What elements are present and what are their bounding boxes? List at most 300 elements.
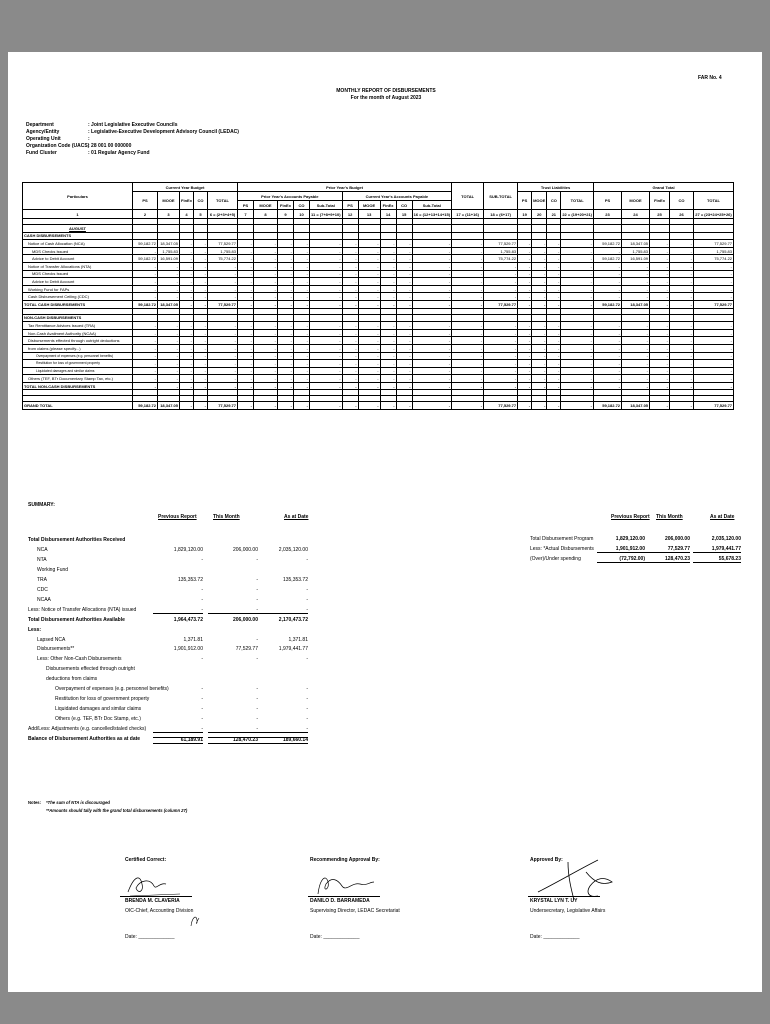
cell-value: - bbox=[518, 278, 532, 286]
col-head: CO bbox=[547, 192, 561, 210]
cell-value: - bbox=[694, 270, 734, 278]
cell-value: - bbox=[561, 262, 594, 270]
summary-line-label: Add/Less: Adjustments (e.g. cancelled/staled checks) bbox=[28, 726, 147, 733]
cell-value: - bbox=[342, 375, 358, 383]
summary-value: - bbox=[256, 706, 258, 713]
cell-value: - bbox=[310, 262, 343, 270]
section-cash: CASH DISBURSEMENTS bbox=[23, 232, 133, 240]
cell-value: - bbox=[412, 375, 451, 383]
col-number: 17 = (11+16) bbox=[452, 210, 484, 219]
cell-value: - bbox=[158, 270, 180, 278]
cell-value: - bbox=[254, 352, 278, 360]
cell-value: - bbox=[278, 278, 294, 286]
cell-value: - bbox=[452, 278, 484, 286]
sig1-caption: Certified Correct: bbox=[125, 857, 167, 863]
col-number: 13 bbox=[358, 210, 380, 219]
cell-value: - bbox=[238, 329, 254, 337]
info-label: Department bbox=[26, 122, 54, 128]
cell-value: - bbox=[694, 367, 734, 375]
cell-value: - bbox=[278, 337, 294, 345]
cell-value: - bbox=[670, 329, 694, 337]
cell-value: - bbox=[532, 270, 547, 278]
cell-value: - bbox=[670, 352, 694, 360]
cell-value: - bbox=[532, 337, 547, 345]
cell-value: - bbox=[694, 360, 734, 368]
cell-value: - bbox=[452, 352, 484, 360]
cell-value: - bbox=[650, 285, 670, 293]
cell-value: - bbox=[158, 360, 180, 368]
cell-value: - bbox=[358, 293, 380, 301]
cell-value: - bbox=[180, 285, 194, 293]
cell-value: - bbox=[670, 240, 694, 248]
cell-value: - bbox=[194, 329, 208, 337]
cell-value: - bbox=[342, 344, 358, 352]
cell-value: - bbox=[380, 344, 396, 352]
cell-value: - bbox=[158, 367, 180, 375]
cell-value: - bbox=[396, 322, 412, 330]
cell-value: - bbox=[650, 352, 670, 360]
cell-value: 1,755.83 bbox=[484, 247, 518, 255]
col-number: 14 bbox=[380, 210, 396, 219]
cell-value: - bbox=[358, 382, 380, 390]
cell-value: - bbox=[310, 240, 343, 248]
cell-value: - bbox=[342, 278, 358, 286]
cell-value: - bbox=[670, 322, 694, 330]
cell-value: - bbox=[254, 255, 278, 263]
cell-value: - bbox=[670, 270, 694, 278]
summary-line-label: Lapsed NCA bbox=[37, 636, 66, 643]
cell-value: - bbox=[650, 255, 670, 263]
col-trust-liabilities: Trust Liabilities bbox=[518, 183, 594, 192]
cell-value: 1,755.83 bbox=[208, 247, 238, 255]
cell-value: - bbox=[561, 367, 594, 375]
cell-value: - bbox=[694, 322, 734, 330]
sig1-name: BRENDA M. CLAVERIA bbox=[125, 898, 180, 904]
cell-value: - bbox=[396, 367, 412, 375]
summary-line-label: Others (e.g. TEF, BTr Doc Stamp, etc.) bbox=[55, 716, 141, 723]
cell-value: - bbox=[358, 352, 380, 360]
cell-value: 75,774.22 bbox=[484, 255, 518, 263]
cell-value: - bbox=[158, 293, 180, 301]
cell-value: - bbox=[452, 360, 484, 368]
cell-value: - bbox=[484, 367, 518, 375]
cell-value: - bbox=[547, 270, 561, 278]
row-label: Overpayment of expenses (e.g. personnel benefits) bbox=[23, 352, 133, 360]
cell-value: - bbox=[396, 270, 412, 278]
cell-value: - bbox=[452, 285, 484, 293]
cell-value: - bbox=[358, 270, 380, 278]
cell-value: - bbox=[484, 382, 518, 390]
cell-value: - bbox=[396, 344, 412, 352]
cell-value: - bbox=[194, 255, 208, 263]
cell-value: - bbox=[452, 240, 484, 248]
cell-value: - bbox=[158, 375, 180, 383]
cell-value: - bbox=[180, 322, 194, 330]
cell-value: - bbox=[518, 402, 532, 410]
cell-value: - bbox=[622, 344, 650, 352]
cell-value: 59,182.72 bbox=[133, 240, 158, 248]
summary-right-col-as-at-date: As at Date bbox=[710, 514, 735, 520]
cell-value: - bbox=[133, 382, 158, 390]
col-head: MOOE bbox=[532, 192, 547, 210]
col-head: FinEx bbox=[180, 192, 194, 210]
col-subtotal-18: SUB-TOTAL bbox=[484, 183, 518, 210]
cell-value: - bbox=[396, 375, 412, 383]
summary-col-as-at-date: As at Date bbox=[284, 514, 309, 520]
cell-value: - bbox=[254, 262, 278, 270]
cell-value: - bbox=[278, 382, 294, 390]
col-head: CO bbox=[294, 201, 310, 210]
cell-value: - bbox=[670, 360, 694, 368]
cell-value: - bbox=[518, 255, 532, 263]
note-2: **Amounts should tally with the grand total disbursements (column 27) bbox=[46, 808, 188, 813]
cell-value: 18,347.05 bbox=[158, 402, 180, 410]
cell-value: - bbox=[532, 375, 547, 383]
col-number: 23 bbox=[594, 210, 622, 219]
cell-value: - bbox=[412, 255, 451, 263]
cell-value: - bbox=[518, 344, 532, 352]
cell-value: - bbox=[594, 382, 622, 390]
cell-value: - bbox=[310, 293, 343, 301]
cell-value: - bbox=[518, 360, 532, 368]
cell-value: 59,182.72 bbox=[594, 402, 622, 410]
cell-value: - bbox=[452, 293, 484, 301]
row-label: TOTAL NON-CASH DISBURSEMENTS bbox=[23, 382, 133, 390]
col-number: 20 bbox=[532, 210, 547, 219]
cell-value: - bbox=[380, 300, 396, 308]
cell-value: - bbox=[254, 300, 278, 308]
cell-value: - bbox=[342, 270, 358, 278]
col-head: TOTAL bbox=[561, 192, 594, 210]
cell-value: - bbox=[254, 270, 278, 278]
col-prior-year-ap: Prior Year's Accounts Payable bbox=[238, 192, 343, 201]
cell-value: - bbox=[294, 344, 310, 352]
sig3-date: Date: _____________ bbox=[530, 934, 580, 940]
cell-value: - bbox=[294, 352, 310, 360]
cell-value: - bbox=[194, 344, 208, 352]
cell-value: - bbox=[594, 352, 622, 360]
cell-value: - bbox=[484, 293, 518, 301]
cell-value: - bbox=[380, 367, 396, 375]
summary-value: - bbox=[306, 596, 308, 603]
summary-right-col-this-month: This Month bbox=[656, 514, 683, 520]
cell-value: - bbox=[412, 285, 451, 293]
col-number: 6 = (2+3+4+5) bbox=[208, 210, 238, 219]
cell-value: - bbox=[180, 367, 194, 375]
summary-value: - bbox=[306, 706, 308, 713]
cell-value: - bbox=[180, 300, 194, 308]
summary-right-value: (72,792.00) bbox=[597, 557, 645, 563]
cell-value: - bbox=[180, 337, 194, 345]
cell-value: - bbox=[342, 247, 358, 255]
cell-value: - bbox=[342, 382, 358, 390]
row-label: MDS Checks Issued bbox=[23, 270, 133, 278]
cell-value: - bbox=[561, 375, 594, 383]
cell-value: - bbox=[484, 337, 518, 345]
cell-value: - bbox=[561, 382, 594, 390]
cell-value: - bbox=[594, 270, 622, 278]
cell-value: - bbox=[547, 344, 561, 352]
col-number: 24 bbox=[622, 210, 650, 219]
summary-value: - bbox=[201, 706, 203, 713]
cell-value: - bbox=[310, 278, 343, 286]
cell-value: - bbox=[358, 255, 380, 263]
cell-value: - bbox=[547, 285, 561, 293]
summary-line-label: Less: Notice of Transfer Allocations (NTA) issued bbox=[28, 606, 137, 613]
cell-value: - bbox=[452, 247, 484, 255]
cell-value: - bbox=[396, 293, 412, 301]
cell-value: - bbox=[358, 402, 380, 410]
cell-value: 77,529.77 bbox=[694, 402, 734, 410]
cell-value: - bbox=[180, 270, 194, 278]
cell-value: - bbox=[670, 375, 694, 383]
summary-value: 1,371.81 bbox=[288, 636, 308, 643]
cell-value: - bbox=[622, 329, 650, 337]
cell-value: - bbox=[594, 278, 622, 286]
cell-value: - bbox=[310, 285, 343, 293]
cell-value: 59,182.72 bbox=[133, 300, 158, 308]
cell-value: - bbox=[294, 322, 310, 330]
col-head: TOTAL bbox=[208, 192, 238, 210]
cell-value: - bbox=[208, 262, 238, 270]
sig2-position: Supervising Director, LEDAC Secretariat bbox=[310, 908, 400, 914]
cell-value: - bbox=[294, 293, 310, 301]
summary-line-label: deductions from claims bbox=[46, 676, 98, 683]
cell-value: - bbox=[412, 402, 451, 410]
cell-value: - bbox=[694, 329, 734, 337]
col-prior-year-budget: Prior Year's Budget bbox=[238, 183, 452, 192]
summary-right-value: 206,000.00 bbox=[664, 536, 690, 542]
col-number: 11 = (7+8+9+10) bbox=[311, 211, 341, 217]
cell-value: - bbox=[650, 382, 670, 390]
cell-value: - bbox=[133, 262, 158, 270]
cell-value: 59,182.72 bbox=[133, 402, 158, 410]
cell-value: - bbox=[278, 329, 294, 337]
cell-value: - bbox=[254, 285, 278, 293]
cell-value: - bbox=[238, 285, 254, 293]
row-label: Cash Disbursement Ceiling (CDC) bbox=[23, 293, 133, 301]
cell-value: - bbox=[310, 382, 343, 390]
cell-value: - bbox=[194, 337, 208, 345]
cell-value: - bbox=[238, 293, 254, 301]
cell-value: - bbox=[310, 352, 343, 360]
summary-line-label: NTA bbox=[37, 556, 47, 563]
cell-value: - bbox=[180, 329, 194, 337]
cell-value: - bbox=[561, 344, 594, 352]
cell-value: - bbox=[194, 270, 208, 278]
cell-value: - bbox=[238, 270, 254, 278]
cell-value: - bbox=[238, 240, 254, 248]
cell-value: - bbox=[650, 375, 670, 383]
summary-value: - bbox=[306, 586, 308, 593]
cell-value: - bbox=[358, 375, 380, 383]
cell-value: - bbox=[412, 240, 451, 248]
cell-value: - bbox=[622, 322, 650, 330]
cell-value: - bbox=[278, 240, 294, 248]
cell-value: - bbox=[622, 382, 650, 390]
summary-right-label: (Over)/Under spending bbox=[530, 556, 581, 562]
cell-value: - bbox=[342, 352, 358, 360]
cell-value: - bbox=[396, 247, 412, 255]
cell-value: - bbox=[412, 300, 451, 308]
cell-value: - bbox=[342, 367, 358, 375]
cell-value: - bbox=[294, 402, 310, 410]
cell-value: - bbox=[561, 360, 594, 368]
cell-value: - bbox=[561, 300, 594, 308]
cell-value: - bbox=[278, 402, 294, 410]
summary-line-label: Restitution for loss of government property bbox=[55, 696, 150, 703]
info-value: : 28 001 00 000000 bbox=[88, 143, 132, 149]
cell-value: - bbox=[412, 367, 451, 375]
cell-value: - bbox=[547, 300, 561, 308]
col-head: CO bbox=[670, 192, 694, 210]
cell-value: - bbox=[670, 285, 694, 293]
summary-value: - bbox=[258, 608, 308, 614]
summary-value: - bbox=[306, 556, 308, 563]
cell-value: - bbox=[694, 375, 734, 383]
col-head: MOOE bbox=[622, 192, 650, 210]
disbursement-table bbox=[22, 182, 734, 410]
col-number: 25 bbox=[650, 210, 670, 219]
cell-value: - bbox=[380, 337, 396, 345]
cell-value: - bbox=[238, 262, 254, 270]
cell-value: 77,529.77 bbox=[208, 402, 238, 410]
cell-value: - bbox=[238, 278, 254, 286]
cell-value: - bbox=[278, 262, 294, 270]
summary-right-col-previous: Previous Report bbox=[611, 514, 650, 520]
cell-value: - bbox=[254, 278, 278, 286]
cell-value: - bbox=[294, 240, 310, 248]
cell-value: - bbox=[358, 322, 380, 330]
cell-value: - bbox=[208, 344, 238, 352]
cell-value: - bbox=[254, 293, 278, 301]
cell-value: - bbox=[670, 247, 694, 255]
summary-line-label: Liquidated damages and similar claims bbox=[55, 706, 142, 713]
col-particulars: Particulars bbox=[23, 183, 133, 210]
cell-value: 59,182.72 bbox=[594, 300, 622, 308]
cell-value: - bbox=[278, 375, 294, 383]
row-label: Advice to Debit Account bbox=[23, 278, 133, 286]
cell-value: - bbox=[180, 360, 194, 368]
cell-value: - bbox=[208, 337, 238, 345]
cell-value: - bbox=[518, 337, 532, 345]
row-label: Liquidated damages and similar claims bbox=[23, 367, 133, 375]
col-head: MOOE bbox=[358, 201, 380, 210]
summary-right-value: 1,979,441.77 bbox=[693, 547, 741, 553]
cell-value: - bbox=[208, 375, 238, 383]
cell-value: - bbox=[158, 322, 180, 330]
cell-value: - bbox=[238, 337, 254, 345]
cell-value: - bbox=[133, 375, 158, 383]
cell-value: - bbox=[547, 375, 561, 383]
cell-value: - bbox=[254, 375, 278, 383]
cell-value: - bbox=[518, 262, 532, 270]
cell-value: - bbox=[561, 293, 594, 301]
cell-value: - bbox=[412, 270, 451, 278]
cell-value: 1,755.83 bbox=[622, 247, 650, 255]
sig1-date: Date: _____________ bbox=[125, 934, 175, 940]
cell-value: - bbox=[194, 322, 208, 330]
summary-value: - bbox=[201, 596, 203, 603]
cell-value: - bbox=[294, 255, 310, 263]
summary-line-label: Less: bbox=[28, 626, 42, 633]
cell-value: - bbox=[180, 402, 194, 410]
summary-value: 1,979,441.77 bbox=[278, 646, 308, 653]
cell-value: - bbox=[694, 285, 734, 293]
cell-value: - bbox=[518, 375, 532, 383]
cell-value: - bbox=[547, 402, 561, 410]
cell-value: - bbox=[622, 293, 650, 301]
cell-value: - bbox=[670, 278, 694, 286]
cell-value: - bbox=[238, 352, 254, 360]
cell-value: - bbox=[208, 352, 238, 360]
cell-value: - bbox=[180, 344, 194, 352]
cell-value: - bbox=[310, 344, 343, 352]
cell-value: - bbox=[561, 322, 594, 330]
cell-value: - bbox=[484, 322, 518, 330]
cell-value: - bbox=[412, 352, 451, 360]
cell-value: - bbox=[133, 278, 158, 286]
cell-value: - bbox=[547, 262, 561, 270]
cell-value: - bbox=[310, 367, 343, 375]
col-head: Sub-Total bbox=[310, 201, 343, 210]
cell-value: - bbox=[452, 300, 484, 308]
cell-value: - bbox=[310, 329, 343, 337]
cell-value: - bbox=[547, 367, 561, 375]
summary-line-label: Total Disbursement Authorities Received bbox=[28, 537, 126, 543]
summary-line-label: CDC bbox=[37, 586, 48, 593]
cell-value: - bbox=[380, 352, 396, 360]
cell-value: - bbox=[412, 293, 451, 301]
cell-value: 1,755.83 bbox=[158, 247, 180, 255]
cell-value: - bbox=[452, 262, 484, 270]
cell-value: - bbox=[547, 382, 561, 390]
cell-value: - bbox=[278, 285, 294, 293]
cell-value: - bbox=[452, 329, 484, 337]
cell-value: - bbox=[518, 247, 532, 255]
summary-value: - bbox=[201, 686, 203, 693]
cell-value: - bbox=[380, 329, 396, 337]
cell-value: - bbox=[484, 262, 518, 270]
cell-value: - bbox=[380, 285, 396, 293]
summary-value: - bbox=[208, 727, 258, 733]
cell-value: - bbox=[532, 382, 547, 390]
cell-value: - bbox=[278, 360, 294, 368]
cell-value: - bbox=[254, 240, 278, 248]
cell-value: - bbox=[294, 382, 310, 390]
cell-value: - bbox=[518, 329, 532, 337]
cell-value: - bbox=[294, 375, 310, 383]
cell-value: - bbox=[650, 329, 670, 337]
col-head: PS bbox=[238, 201, 254, 210]
info-label: Operating Unit bbox=[26, 136, 61, 142]
col-head: PS bbox=[518, 192, 532, 210]
cell-value: - bbox=[650, 322, 670, 330]
cell-value: - bbox=[561, 285, 594, 293]
cell-value: - bbox=[561, 337, 594, 345]
cell-value: - bbox=[452, 402, 484, 410]
cell-value: - bbox=[594, 262, 622, 270]
cell-value: - bbox=[194, 262, 208, 270]
cell-value: - bbox=[594, 293, 622, 301]
summary-col-this-month: This Month bbox=[213, 514, 240, 520]
cell-value: - bbox=[518, 300, 532, 308]
summary-line-label: Total Disbursement Authorities Available bbox=[28, 616, 125, 623]
summary-right-value: 1,901,912.00 bbox=[597, 547, 645, 553]
cell-value: - bbox=[208, 270, 238, 278]
cell-value: - bbox=[342, 285, 358, 293]
summary-line-label: NCA bbox=[37, 546, 48, 553]
